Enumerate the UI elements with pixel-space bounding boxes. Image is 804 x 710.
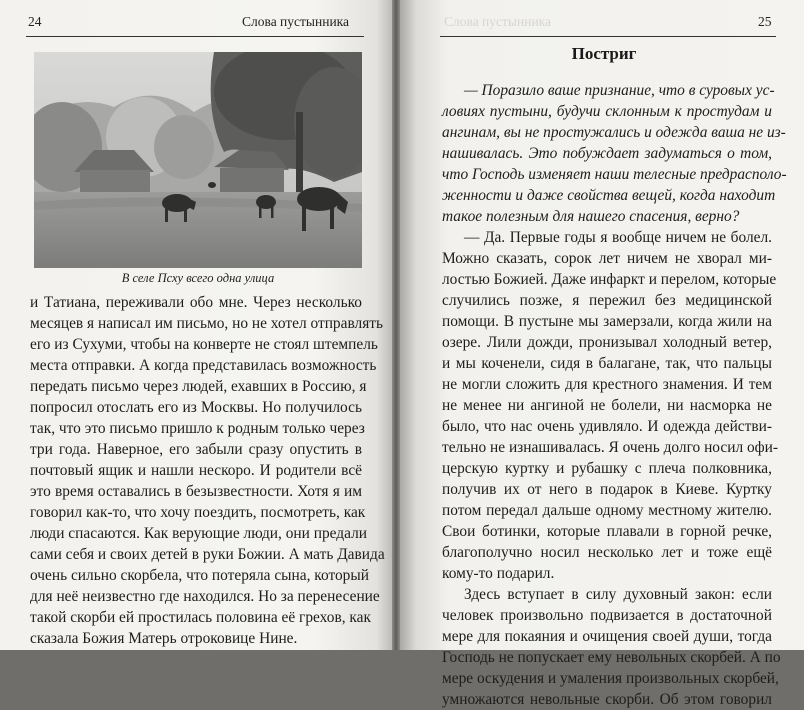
answer-line: было, что нас очень удивляло. И одежда действи- <box>442 418 772 435</box>
question-line: ангинам, вы не простужались и одежда ваша не из- <box>442 124 786 141</box>
closing-line: Здесь вступает в силу духовный закон: если <box>464 586 772 603</box>
text-line: очень сильно скорбела, что потеряла сына, который <box>30 567 369 584</box>
text-line: месяцев я написал им письмо, но не хотел отправлять <box>30 315 384 332</box>
text-line: люди спасаются. Как верующие люди, они предали <box>30 525 367 542</box>
text-line: такой скорби ей простилась половина её грехов, как <box>30 609 371 626</box>
closing-line: человек произвольно подвизается в достаточной <box>442 607 772 624</box>
text-line: три года. Наверное, его забыли сразу опустить в <box>30 441 362 458</box>
text-line: передать письмо через людей, ехавших в Россию, я <box>30 378 367 395</box>
closing-line: Господь не попускает ему невольных скорбей. А по <box>442 649 781 666</box>
answer-line: Можно сказать, сорок лет ничем не хворал ми- <box>442 250 772 267</box>
left-header-rule <box>26 36 364 37</box>
answer-line: благополучно носил несколько лет и тоже ещё <box>442 544 772 561</box>
question-line: — Поразило ваше признание, что в суровых ус- <box>464 82 775 99</box>
text-line: попросил отослать его из Москвы. Но получилось <box>30 399 362 416</box>
answer-line: помощи. В пустыне мы замерзали, когда жили на <box>442 313 772 330</box>
answer-line: церскую куртку и рубашку с плеча полковника, <box>442 460 772 477</box>
text-line: почтовый ящик и нашли нескоро. И родители всё <box>30 462 362 479</box>
question-line: такое полезным для нашего спасения, верно? <box>442 208 740 225</box>
text-line: говорил как-то, что хочу поездить, посмотреть, как <box>30 504 366 521</box>
answer-line: лостью Божией. Даже инфаркт и перелом, которые <box>442 271 777 288</box>
answer-line: случились позже, я пережил без медицинской <box>442 292 772 309</box>
text-line: сказала Божия Матерь отроковице Нине. <box>30 630 298 647</box>
answer-line: тельно не изнашивалась. Я очень долго носил офи- <box>442 439 779 456</box>
right-running-head-showthrough: Слова пустынника <box>444 14 552 29</box>
closing-line: умножаются невольные скорби. Об этом говорил <box>442 691 772 708</box>
question-line: ловиях пустыни, будучи склонным к простудам и <box>442 103 772 120</box>
text-line: для неё неизвестно где находился. Но за перенесение <box>30 588 380 605</box>
closing-line: мере оскудения и умаления произвольных скорбей, <box>442 670 779 687</box>
left-page <box>0 0 392 650</box>
answer-line: — Да. Первые годы я вообще ничем не болел. <box>464 229 772 246</box>
text-line: так, что это письмо пришло к родным только через <box>30 420 365 437</box>
photo-caption: В селе Псху всего одна улица <box>121 271 275 285</box>
chapter-title: Постриг <box>571 44 637 63</box>
answer-line: Свои ботинки, которые плавали в горной речке, <box>442 523 772 540</box>
answer-line: озере. Лили дожди, пронизывал холодный ветер, <box>442 334 772 351</box>
answer-line: получив их от него в подарок в Киеве. Куртку <box>442 481 772 498</box>
text-line: и Татиана, переживали обо мне. Через несколько <box>30 294 362 311</box>
right-header-rule <box>440 36 776 37</box>
left-body-text <box>30 292 385 649</box>
answer-line: не менее ни ангиной не болели, ни насморка не <box>442 397 772 414</box>
question-line: нашивалась. Это побуждает задуматься о том, <box>442 145 772 162</box>
text-line: места отправки. А когда представилась возможность <box>30 357 377 374</box>
answer-line: кому-то подарил. <box>442 565 555 582</box>
text-line: его из Сухуми, чтобы на конверте не стоял штемпель <box>30 336 378 353</box>
right-body-text <box>442 80 787 710</box>
closing-line: мере для покаяния и очищения своей души, тогда <box>442 628 772 645</box>
answer-line: и мы коченели, сидя в балагане, так, что пальцы <box>442 355 772 372</box>
answer-line: не могли сложить для крестного знамения. И тем <box>442 376 772 393</box>
book-gutter <box>392 0 400 650</box>
text-line: это время оставались в безызвестности. Хотя я им <box>30 483 362 500</box>
left-running-head: Слова пустынника <box>242 14 350 29</box>
text-line: сами себя и своих детей в руки Божии. А мать Давида <box>30 546 385 563</box>
village-photo <box>34 52 362 268</box>
left-page-number: 24 <box>28 14 42 29</box>
question-line: женности и даже свойства вещей, когда находит <box>442 187 776 204</box>
right-page-number: 25 <box>758 14 772 29</box>
question-line: что Господь изменяет наши телесные предрасполо- <box>442 166 787 183</box>
answer-line: потом передал дальше одному местному жителю. <box>442 502 772 519</box>
